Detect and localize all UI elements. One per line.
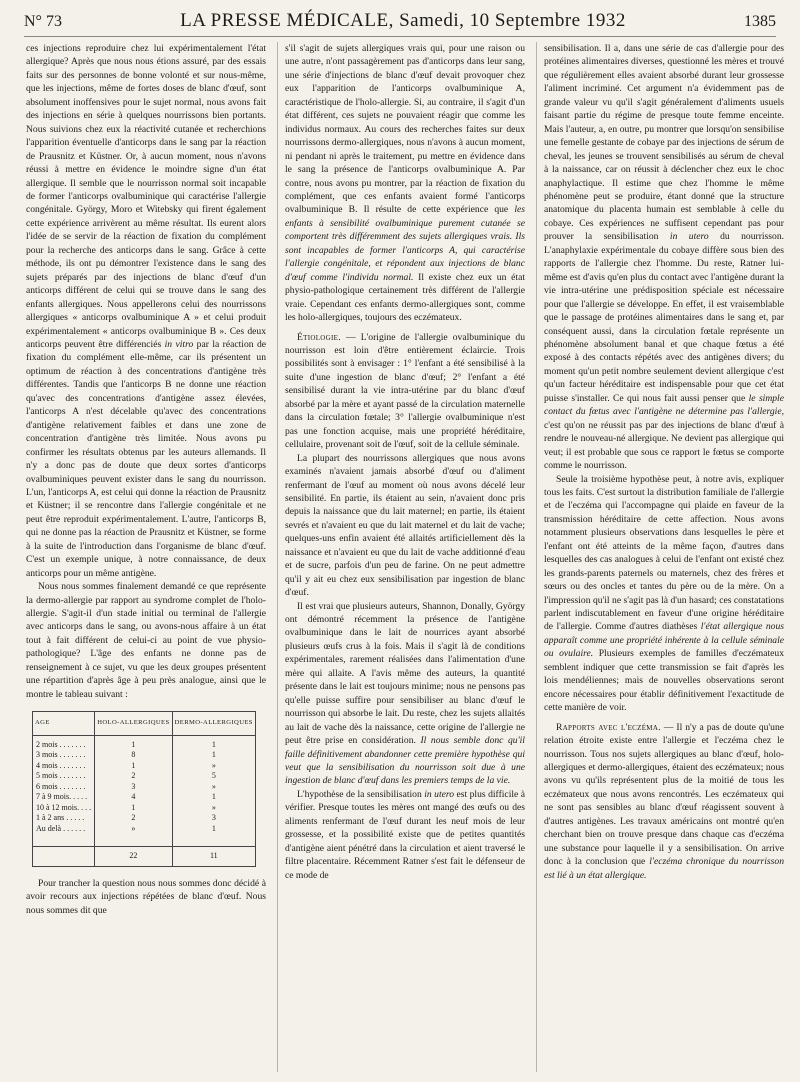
- paragraph: ces injections reproduire chez lui expérimentalement l'état allergique? Après que nous nous étions assuré, par des essais faits sur des personnes de bonne volonté et sur nous-même, que les injections, même de fortes doses de blanc d'œuf, sont absolument inoffensives pour le sujet normal, nous avons fait des injections en série à quelques nourrissons bien portants. Nous suivions chez eux la réactivité cutanée et recherchions l'apparition éventuelle d'anticorps dans le sang par la réaction de Prausnitz et Küstner. Or, à aucun moment, nous n'avons réussi à mettre en évidence le moindre signe d'un état allergique. Il semble que le nourrisson normal soit incapable de former l'anticorps ovalbuminique qui caractérise l'allergie congénitale. György, Moro et Witebsky qui firent également cette expérience arrivèrent au même résultat. Ils eurent alors l'idée de se servir de la réaction de fixation du complément pour la recherche des anticorps dans le sang. Grâce à cette méthode, ils ont pu démontrer l'existence dans le sang des sujets préparés par des injections de blanc d'œuf d'un anticorps différent de celui qui se trouve dans le sang des enfants allergiques. Nous appellerons celui des nourrissons allergiques « anticorps ovalbuminique A » et celui produit expérimentalement « anticorps ovalbuminique B ». Ces deux anticorps peuvent être différenciés in vitro par la réaction de fixation du complément elle-même, car ils présentent un optimum de réaction à des concentrations d'antigène très différentes. Tandis que l'anticorps B ne donne une réaction qu'avec des concentrations d'antigène assez élevées, l'anticorps A n'est décelable qu'avec des concentrations d'antigène relativement faibles et dans une zone de concentration d'antigène très limitée. Nous avons pu confirmer les résultats obtenus par les auteurs allemands. Il n'y a donc pas de doute que deux sortes d'anticorps ovalbuminiques peuvent exister dans le sang du nourrisson. L'un, l'anticorps A, est celui qui donne la réaction de Prausnitz et Küstner; il se rencontre dans l'allergie congénitale et ne peut être reproduit expérimentalement. L'autre, l'anticorps B, qui ne donne pas la réaction de Prausnitz et Küstner, se forme à la suite de l'introduction dans l'organisme de blanc d'œuf. C'est un exemple unique, à notre connaissance, de deux anticorps pour un même antigène.: [26, 43, 266, 579]
- page-number: 1385: [744, 13, 776, 30]
- holo-cell: 2: [95, 771, 172, 782]
- dermo-cell: 1: [172, 750, 255, 761]
- age-distribution-table: [32, 711, 256, 867]
- column-divider: [277, 42, 278, 1072]
- paragraph: L'hypothèse de la sensibilisation in utero est plus difficile à vérifier. Presque toutes les mères ont mangé des œufs ou des aliments renfermant de l'œuf durant les neuf mois de leur grossesse, et la possibilité existe que de petites quantités d'antigène aient pénétré dans la circulation et aient traversé le filtre placentaire. Récemment Ratner s'est fait le défenseur de ce mode de: [285, 788, 525, 881]
- holo-cell: »: [95, 824, 172, 847]
- age-cell: 6 mois . . . . . . .: [33, 782, 95, 793]
- paragraph: Il est vrai que plusieurs auteurs, Shannon, Donally, György ont démontré récemment la présence de l'antigène ovalbuminique dans le lait de nourrices ayant absorbé plusieurs œufs crus à la fois. Mais il s'agit là de conditions expérimentales, rarement réalisées dans l'alimentation d'une mère qui allaite. A l'avis même des auteurs, la quantité présente dans le lait est toujours minime; nous ne pensons pas qu'elle puisse suffire pour sensibiliser au blanc d'œuf le nourrisson qui absorbe le lait. Du reste, chez les sujets allaités au lait de vache dès la naissance, cette origine de l'allergie ne peut être prise en considération. Il nous semble donc qu'il faille définitivement abandonner cette première hypothèse qui veut que la sensibilisation du nourrisson soit due à une ingestion de blanc d'œuf dans les premiers temps de la vie.: [285, 600, 525, 787]
- column-divider: [536, 42, 537, 1072]
- section-heading-etiologie: Étiologie.: [297, 331, 341, 343]
- page-header: [24, 10, 776, 37]
- age-cell: 2 mois . . . . . . .: [33, 735, 95, 750]
- paragraph: Seule la troisième hypothèse peut, à notre avis, expliquer tous les faits. C'est surtout la distribution familiale de l'allergie et de l'eczéma qui l'accompagne qui plaide en faveur de la transmission héréditaire de cette affection. Nous avons notamment plusieurs observations dans lesquelles le père et l'enfant ont été atteints de la même façon, d'autres dans lesquelles des cas analogues à celui de l'enfant ont existé chez les grands-parents paternels ou maternels, chez des frères et sœurs ou des oncles et tantes du père ou de la mère. On a l'impression qu'il ne s'agit pas là d'un hasard; ces constatations parlent indiscutablement en faveur d'une origine héréditaire de l'allergie. Comme d'autres diathèses l'état allergique nous apparaît comme une propriété inhérente à la cellule séminale ou ovulaire. Plusieurs exemples de familles d'eczémateux semblent indiquer que cette transmission se fait d'après les lois mendéliennes; mais de nouvelles observations seront encore nécessaires pour établir définitivement l'exactitude de cette manière de voir.: [544, 473, 784, 714]
- table-row: [33, 813, 256, 824]
- column-3: [544, 42, 784, 1072]
- column-header: HOLO-ALLERGIQUES: [95, 712, 172, 736]
- column-2: [285, 42, 525, 1072]
- holo-cell: 1: [95, 761, 172, 772]
- age-cell: 1 à 2 ans . . . . .: [33, 813, 95, 824]
- holo-cell: 1: [95, 803, 172, 814]
- holo-cell: 8: [95, 750, 172, 761]
- age-cell: 3 mois . . . . . . .: [33, 750, 95, 761]
- holo-cell: 1: [95, 735, 172, 750]
- paragraph: s'il s'agit de sujets allergiques vrais qui, pour une raison ou une autre, n'ont passagèrement pas d'anticorps dans leur sang, une série d'injections de blanc d'œuf devait provoquer chez eux l'apparition de l'anticorps ovalbuminique A, caractéristique de l'holo-allergie. Si, au contraire, il s'agit d'un état différent, ces sujets ne pouvaient réagir que comme les individus normaux. Au cours des recherches faites sur deux nourrissons dermo-allergiques, nous n'avons à aucun moment, ni pendant ni après le traitement, pu mettre en évidence dans le sang la présence de l'anticorps ovalbuminique A. Par contre, nous avons pu montrer, par la réaction de fixation du complément, que ces enfants avaient formé l'anticorps ovalbuminique B. Il résulte de cette expérience que les enfants à sensibilité ovalbuminique purement cutanée se comportent très différemment des sujets allergiques vrais. Ils sont incapables de former l'anticorps A, qui caractérise l'allergie congénitale, et répondent aux injections de blanc d'œuf comme l'individu normal. Il existe chez eux un état physio-pathologique certainement très différent de l'allergie vraie. Cependant ces enfants dermo-allergiques sont, comme les holo-allergiques, toujours des eczémateux.: [285, 43, 525, 324]
- column-header: AGE: [33, 712, 95, 736]
- holo-cell: 4: [95, 792, 172, 803]
- column-header: DERMO-ALLERGIQUES: [172, 712, 255, 736]
- paragraph: Rapports avec l'eczéma. — Il n'y a pas de doute qu'une relation étroite existe entre l'allergie et l'eczéma chez le nourrisson. Tous nos sujets allergiques au blanc d'œuf, holo-allergiques et dermo-allergiques, étaient des eczémateux; nous avons vu qu'ils représentent plus de la moitié de tous les eczémateux que nous avons rencontrés. Les eczémateux qui ne sont pas sensibles au blanc d'œuf réagissent souvent à d'autres antigènes. Les travaux américains ont montré qu'en cherchant bien on trouve presque dans chaque cas d'eczéma une substance pour laquelle il y a sensibilisation. On arrive donc à la conclusion que l'eczéma chronique du nourrisson est lié à un état allergique.: [544, 721, 784, 881]
- dermo-cell: 1: [172, 792, 255, 803]
- total-holo: 22: [95, 847, 172, 867]
- section-heading-rapports: Rapports avec l'eczéma.: [556, 721, 661, 733]
- paragraph: Nous nous sommes finalement demandé ce que représente la dermo-allergie par rapport au syndrome complet de l'holo-allergie. S'agit-il d'un stade initial ou terminal de l'allergie avec anticorps dans le sang, ou avons-nous affaire à un état tout à fait différent de celui-ci au point de vue physio-pathologique? L'âge des enfants ne donne pas de renseignement à ce sujet, vu que les deux groupes présentent une répartition d'après âge à peu près analogue, ainsi que le montre le tableau suivant :: [26, 581, 266, 700]
- table-row: [33, 803, 256, 814]
- dermo-cell: »: [172, 761, 255, 772]
- journal-title: LA PRESSE MÉDICALE, Samedi, 10 Septembre 1932: [180, 10, 626, 31]
- table-row: [33, 824, 256, 847]
- paragraph: Pour trancher la question nous nous sommes donc décidé à avoir recours aux injections répétées de blanc d'œuf. Nous nous sommes dit que: [26, 877, 266, 916]
- table-total-row: [33, 847, 256, 867]
- age-cell: 7 à 9 mois. . . . .: [33, 792, 95, 803]
- dermo-cell: 3: [172, 813, 255, 824]
- table-row: [33, 792, 256, 803]
- issue-number: N° 73: [24, 13, 62, 30]
- table-row: [33, 735, 256, 750]
- holo-cell: 3: [95, 782, 172, 793]
- dermo-cell: »: [172, 782, 255, 793]
- table-row: [33, 761, 256, 772]
- table-row: [33, 750, 256, 761]
- paragraph: sensibilisation. Il a, dans une série de cas d'allergie pour des protéines alimentaires diverses, questionné les mères et trouvé que régulièrement elles avaient absorbé durant leur grossesse l'aliment incriminé. Cet argument n'a évidemment pas de grande valeur vu qu'il s'agit généralement d'aliments usuels faisant partie du régime de presque toute femme enceinte. Mais l'auteur, a, en outre, pu montrer que lorsqu'on sensibilise une femelle gestante de cobaye par des injections de sérum de cheval, les jeunes se trouvent sensibilisés au sérum de cheval à la naissance, car on réussit à déclencher chez eux le choc anaphylactique. Il estime que chez l'homme le même phénomène peut se produire, étant donné que la structure anatomique du placenta humain est semblable à celle du cobaye. Ces expériences ne suffisent cependant pas pour prouver la sensibilisation in utero du nourrisson. L'anaphylaxie expérimentale du cobaye diffère sous bien des rapports de l'allergie chez l'homme. Du reste, Ratner lui-même est d'avis qu'en plus du contact avec l'antigène durant la vie intra-utérine une prédisposition spéciale est nécessaire pour que l'allergie se développe. En effet, il est vraisemblable que le passage de protéines alimentaires dans le sang et, par conséquent aussi, dans la circulation fœtale représente un phénomène absolument banal et que chaque fœtus a été exposé à des contacts répétés avec des antigènes divers; du moment qu'un petit nombre seulement devient allergique c'est qu'un facteur héréditaire est indispensable pour que cet état puisse s'installer. Ce qui nous fait aussi penser que le simple contact du fœtus avec l'antigène ne détermine pas l'allergie, c'est qu'on ne réussit pas par des injections de blanc d'œuf à rendre le nouveau-né allergique. Ne devient pas allergique qui veut; il est probable que sous ce rapport le fœtus se comporte comme le nourrisson.: [544, 43, 784, 472]
- table-row: [33, 782, 256, 793]
- dermo-cell: 1: [172, 824, 255, 847]
- dermo-cell: 1: [172, 735, 255, 750]
- total-dermo: 11: [172, 847, 255, 867]
- table-header-row: [33, 712, 256, 736]
- dermo-cell: »: [172, 803, 255, 814]
- age-cell: 5 mois . . . . . . .: [33, 771, 95, 782]
- age-cell: Au delà . . . . . .: [33, 824, 95, 847]
- paragraph: Étiologie. — L'origine de l'allergie ovalbuminique du nourrisson est loin d'être entièrement éclaircie. Trois possibilités sont à envisager : 1° l'enfant a été sensibilisé à la suite d'une ingestion de blanc d'œuf; 2° l'enfant a été sensibilisé durant la vie intra-utérine par du blanc d'œuf absorbé par la mère et ayant passé de la circulation maternelle dans la circulation fœtale; 3° l'allergie ovalbuminique n'est pas une fonction acquise, mais une propriété héréditaire, cellulaire, provenant soit de l'œuf, soit de la cellule séminale.: [285, 331, 525, 451]
- age-cell: 4 mois . . . . . . .: [33, 761, 95, 772]
- dermo-cell: 5: [172, 771, 255, 782]
- column-1: [26, 42, 266, 1072]
- age-cell: 10 à 12 mois. . . .: [33, 803, 95, 814]
- paragraph: La plupart des nourrissons allergiques que nous avons examinés n'avaient jamais absorbé d'œuf ou d'aliment renfermant de l'œuf au moment où nous avons décelé leur sensibilité. En partie, ils étaient au sein, n'avaient donc pris depuis la naissance que du lait maternel; en partie, ils étaient sevrés et n'avaient eu que du lait maternel et du lait de vache; quelques-uns enfin avaient été allaités artificiellement dès la naissance et n'avaient eu que du lait de vache additionné d'eau et de sucre, parfois d'un peu de farine. On ne peut admettre qu'il y ait eu chez eux sensibilisation par ingestion de blanc d'œuf.: [285, 452, 525, 599]
- holo-cell: 2: [95, 813, 172, 824]
- table-row: [33, 771, 256, 782]
